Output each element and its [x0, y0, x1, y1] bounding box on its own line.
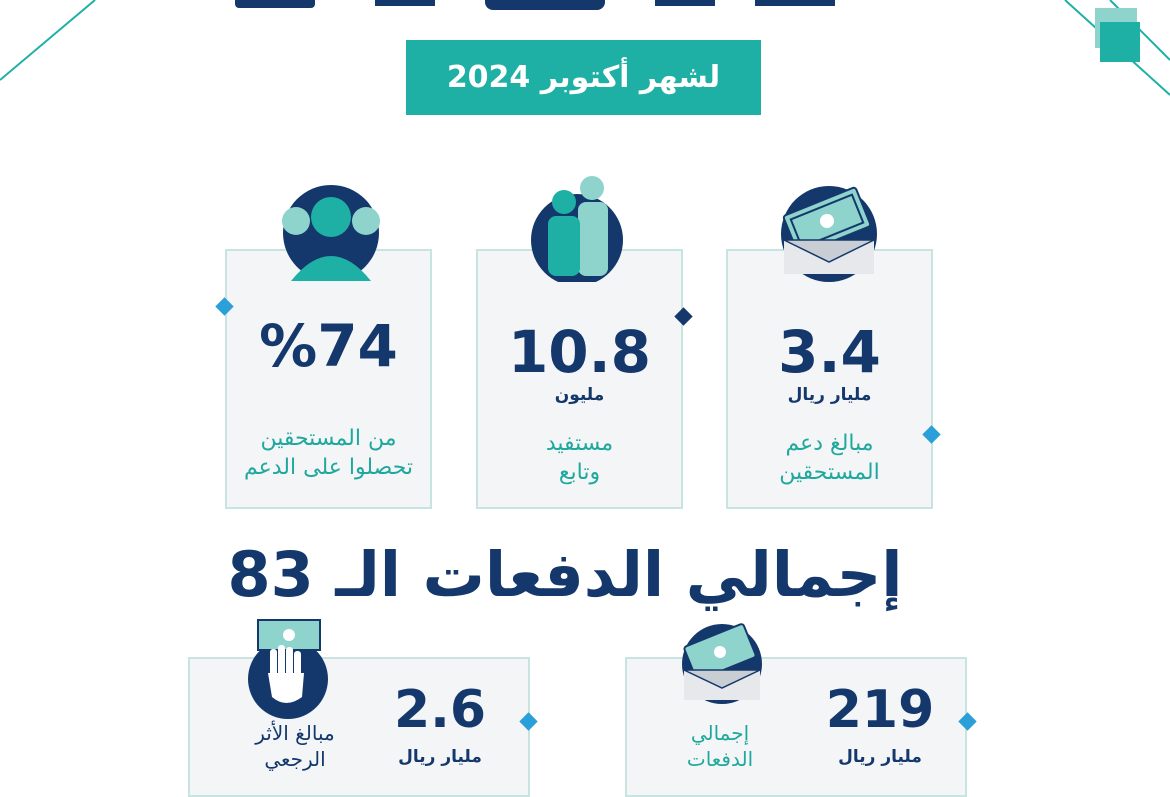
beneficiaries-description: مستفيد وتابع	[545, 431, 614, 485]
month-label: لشهر أكتوبر 2024	[446, 60, 721, 95]
percent-value: %74	[259, 312, 398, 380]
retroactive-value: 2.6	[393, 680, 487, 740]
people-icon	[522, 172, 632, 282]
percent-description: من المستحقين تحصلوا على الدعم	[243, 426, 414, 480]
total-payments-description: إجمالي الدفعات	[686, 721, 754, 771]
total-payments-unit: مليار ريال	[838, 747, 922, 767]
beneficiaries-value: 10.8	[507, 318, 652, 386]
total-payments-value: 219	[825, 680, 935, 740]
section-title: إجمالي الدفعات الـ 83	[227, 538, 903, 611]
cropped-heading	[235, 0, 935, 12]
money-envelope-icon	[776, 182, 886, 282]
support-amount-value: 3.4	[778, 318, 881, 386]
month-banner	[406, 40, 761, 115]
retroactive-description: مبالغ الأثر الرجعي	[255, 721, 335, 771]
corner-square-dark	[1100, 22, 1140, 62]
support-amount-unit: مليار ريال	[787, 385, 872, 405]
beneficiaries-unit: مليون	[554, 385, 605, 405]
group-icon	[276, 183, 386, 283]
money-envelope-icon	[678, 620, 768, 705]
hand-money-icon	[246, 617, 336, 722]
support-amount-description: مبالغ دعم المستحقين	[779, 431, 880, 485]
retroactive-unit: مليار ريال	[398, 747, 482, 767]
